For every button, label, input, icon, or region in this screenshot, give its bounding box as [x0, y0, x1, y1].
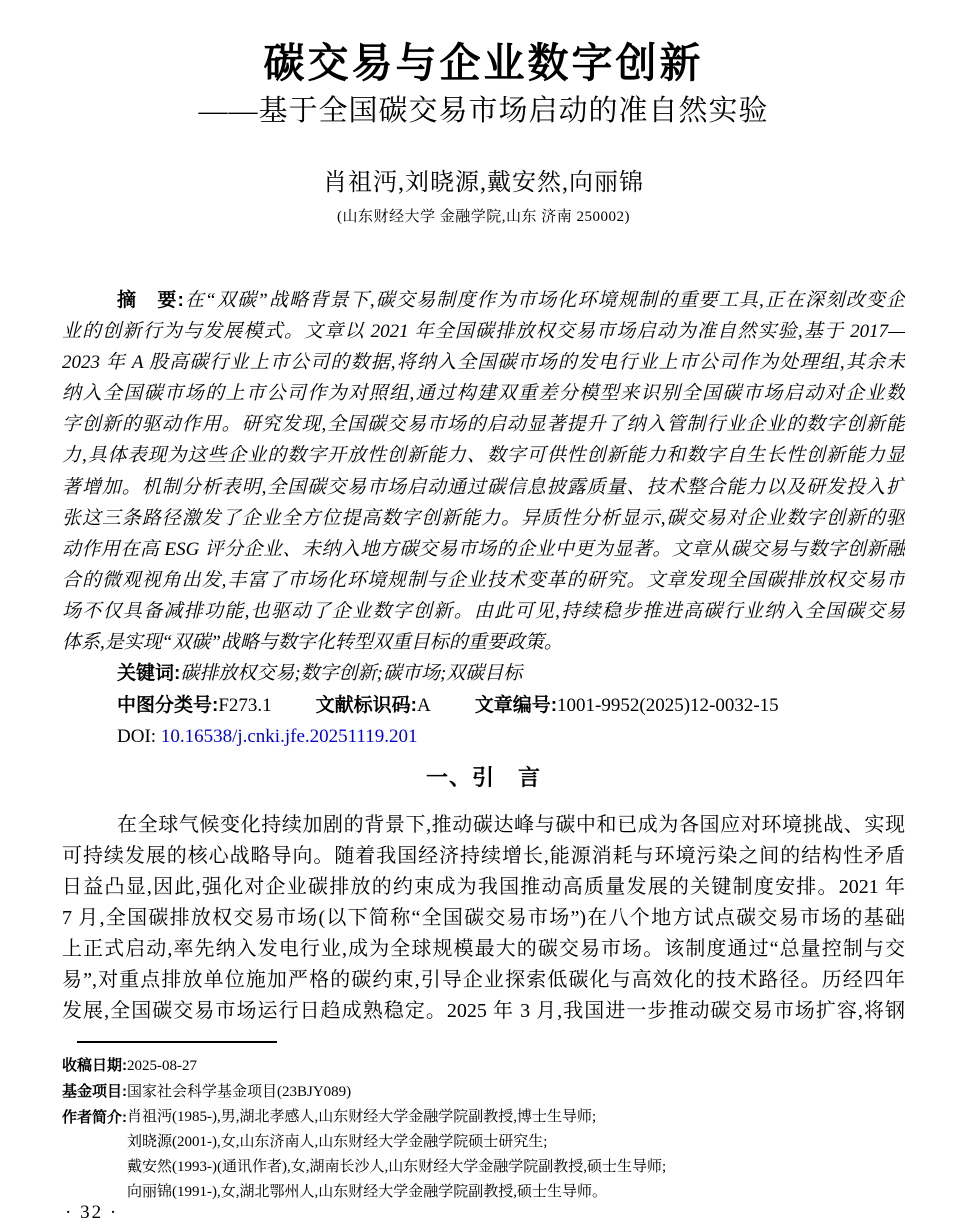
abstract-line: 著增加。机制分析表明,全国碳交易市场启动通过碳信息披露质量、技术整合能力以及研发投入扩 [62, 476, 905, 498]
body-line: 日益凸显,因此,强化对企业碳排放的约束成为我国推动高质量发展的关键制度安排。2021 年 [62, 876, 905, 899]
abstract-line: 动作用在高 ESG 评分企业、未纳入地方碳交易市场的企业中更为显著。文章从碳交易与数字创新融 [62, 538, 905, 560]
body-line: 在全球气候变化持续加剧的背景下,推动碳达峰与碳中和已成为各国应对环境挑战、实现 [117, 813, 905, 836]
body-line: 发展,全国碳交易市场运行日趋成熟稳定。2025 年 3 月,我国进一步推动碳交易市场扩容,将钢 [62, 1000, 905, 1023]
keywords-line [62, 658, 905, 690]
author-bio: 向丽锦(1991-),女,湖北鄂州人,山东财经大学金融学院副教授,硕士生导师。 [127, 1184, 607, 1200]
author-list: 肖祖沔,刘晓源,戴安然,向丽锦 [323, 169, 644, 196]
fund-project-value: 国家社会科学基金项目(23BJY089) [127, 1084, 352, 1100]
abstract-block [62, 285, 905, 658]
section-heading-introduction: 一、引 言 [425, 764, 541, 790]
doc-code-value: A [416, 694, 431, 716]
clc-value: F273.1 [218, 694, 272, 716]
doi-line [62, 721, 905, 753]
doc-code-label: 文献标识码: [315, 694, 417, 716]
clc-label: 中图分类号: [117, 694, 219, 716]
abstract-line: 场不仅具备减排功能,也驱动了企业数字创新。由此可见,持续稳步推进高碳行业纳入全国碳交易 [62, 600, 905, 622]
abstract-line: 合的微观视角出发,丰富了市场化环境规制与企业技术变革的研究。文章发现全国碳排放权交易市 [62, 569, 905, 591]
received-date-value: 2025-08-27 [127, 1058, 197, 1074]
abstract-line: 摘 要:在“双碳”战略背景下,碳交易制度作为市场化环境规制的重要工具,正在深刻改变企 [117, 289, 905, 311]
page-number: · 32 · [65, 1202, 119, 1223]
keywords-label: 关键词: [117, 663, 181, 685]
doi-label: DOI: [117, 726, 161, 748]
paper-title: 碳交易与企业数字创新 [263, 40, 704, 86]
article-id-value: 1001-9952(2025)12-0032-15 [557, 694, 779, 716]
abstract-line: 字创新的驱动作用。研究发现,全国碳交易市场的启动显著提升了纳入管制行业企业的数字创新能 [62, 414, 905, 436]
doi-link[interactable]: 10.16538/j.cnki.jfe.20251119.201 [160, 726, 418, 748]
keywords-value: 碳排放权交易;数字创新;碳市场;双碳目标 [180, 663, 523, 685]
abstract-line: 力,具体表现为这些企业的数字开放性创新能力、数字可供性创新能力和数字自生长性创新能力显 [62, 445, 905, 467]
author-affiliation: (山东财经大学 金融学院,山东 济南 250002) [337, 208, 630, 225]
author-bio-list [127, 1105, 905, 1205]
author-bio-row [62, 1105, 905, 1205]
fund-project-label: 基金项目: [62, 1083, 127, 1100]
abstract-line: 张这三条路径激发了企业全方位提高数字创新能力。异质性分析显示,碳交易对企业数字创新的驱 [62, 507, 905, 529]
body-line: 易”,对重点排放单位施加严格的碳约束,引导企业探索低碳化与高效化的技术路径。历经四年 [62, 969, 905, 992]
abstract-line: 2023 年 A 股高碳行业上市公司的数据,将纳入全国碳市场的发电行业上市公司作为处理组,其余未 [62, 352, 905, 374]
abstract-line: 体系,是实现“双碳”战略与数字化转型双重目标的重要政策。 [62, 631, 563, 653]
author-bio: 戴安然(1993-)(通讯作者),女,湖南长沙人,山东财经大学金融学院副教授,硕士生导师; [127, 1159, 667, 1175]
author-bio: 刘晓源(2001-),女,山东济南人,山东财经大学金融学院硕士研究生; [127, 1134, 548, 1150]
classification-line [62, 690, 905, 722]
abstract-label: 摘 要: [117, 289, 184, 311]
abstract-line: 业的创新行为与发展模式。文章以 2021 年全国碳排放权交易市场启动为准自然实验,基于 2017— [62, 321, 905, 343]
received-date-label: 收稿日期: [62, 1057, 127, 1074]
author-bio: 肖祖沔(1985-),男,湖北孝感人,山东财经大学金融学院副教授,博士生导师; [127, 1109, 597, 1125]
fund-project-row [62, 1079, 905, 1105]
paper-subtitle: ——基于全国碳交易市场启动的准自然实验 [198, 95, 769, 128]
author-bio-label: 作者简介: [62, 1109, 127, 1126]
footnote-divider [77, 1041, 277, 1043]
article-id-label: 文章编号: [474, 694, 558, 716]
body-line: 可持续发展的核心战略导向。随着我国经济持续增长,能源消耗与环境污染之间的结构性矛盾 [62, 844, 905, 867]
body-line: 7 月,全国碳排放权交易市场(以下简称“全国碳交易市场”)在八个地方试点碳交易市场的基础 [62, 907, 905, 930]
body-line: 上正式启动,率先纳入发电行业,成为全球规模最大的碳交易市场。该制度通过“总量控制与交 [62, 938, 905, 961]
introduction-paragraph [62, 810, 905, 1028]
received-date-row [62, 1053, 905, 1079]
abstract-line: 纳入全国碳市场的上市公司作为对照组,通过构建双重差分模型来识别全国碳市场启动对企业数 [62, 383, 905, 405]
footnote-block [62, 1041, 905, 1205]
